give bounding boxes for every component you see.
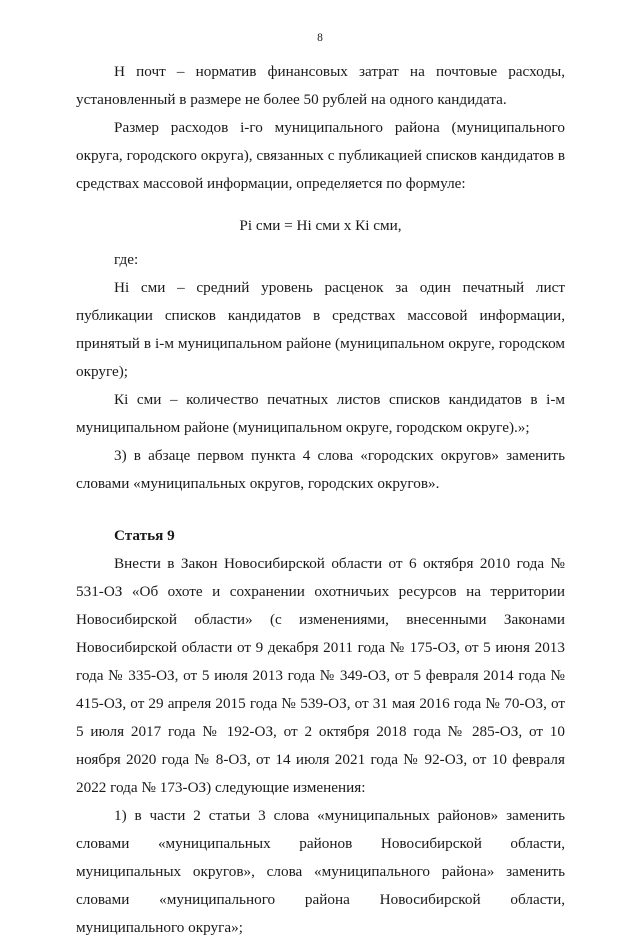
paragraph-where: где: (114, 251, 139, 268)
paragraph-amendment-1: 1) в части 2 статьи 3 слова «муниципальных районов» заменить словами «муниципальных районов Новосибирской области, муниципальных округов», слова «муниципального района» заменить словами «муниципального района Новосибирской области, муниципального округа»; (76, 807, 565, 936)
paragraph-definition-n: Нi сми – средний уровень расценок за один печатный лист публикации списков кандидатов в средствах массовой информации, принятый в i-м муниципальном районе (муниципальном округе, городском округе); (76, 279, 565, 380)
article-heading: Статья 9 (114, 527, 175, 544)
page-number: 8 (317, 32, 323, 44)
document-body (76, 58, 565, 942)
paragraph-definition-k: Кi сми – количество печатных листов списков кандидатов в i-м муниципальном районе (муниципальном округе, городском округе).»; (76, 391, 565, 436)
formula: Рi сми = Нi сми х Кi сми, (239, 217, 402, 234)
paragraph-amendment-3: 3) в абзаце первом пункта 4 слова «городских округов» заменить словами «муниципальных округов, городских округов». (76, 447, 565, 492)
paragraph-media-costs: Размер расходов i-го муниципального района (муниципального округа, городского округа), связанных с публикацией списков кандидатов в средствах массовой информации, определяется по формуле: (76, 119, 565, 192)
paragraph-postal-norm: Н почт – норматив финансовых затрат на почтовые расходы, установленный в размере не более 50 рублей на одного кандидата. (76, 63, 565, 108)
paragraph-article-9-intro: Внести в Закон Новосибирской области от 6 октября 2010 года № 531-ОЗ «Об охоте и сохранении охотничьих ресурсов на территории Новосибирской области» (с изменениями, внесенными Законами Новосибирской области от 9 декабря 2011 года № 175-ОЗ, от 5 июня 2013 года № 335-ОЗ, от 5 июля 2013 года № 349-ОЗ, от 5 февраля 2014 года № 415-ОЗ, от 29 апреля 2015 года № 539-ОЗ, от 31 мая 2016 года № 70-ОЗ, от 5 июля 2017 года № 192-ОЗ, от 2 октября 2018 года № 285-ОЗ, от 10 ноября 2020 года № 8-ОЗ, от 14 июля 2021 года № 92-ОЗ, от 10 февраля 2022 года № 173-ОЗ) следующие изменения: (76, 555, 565, 796)
